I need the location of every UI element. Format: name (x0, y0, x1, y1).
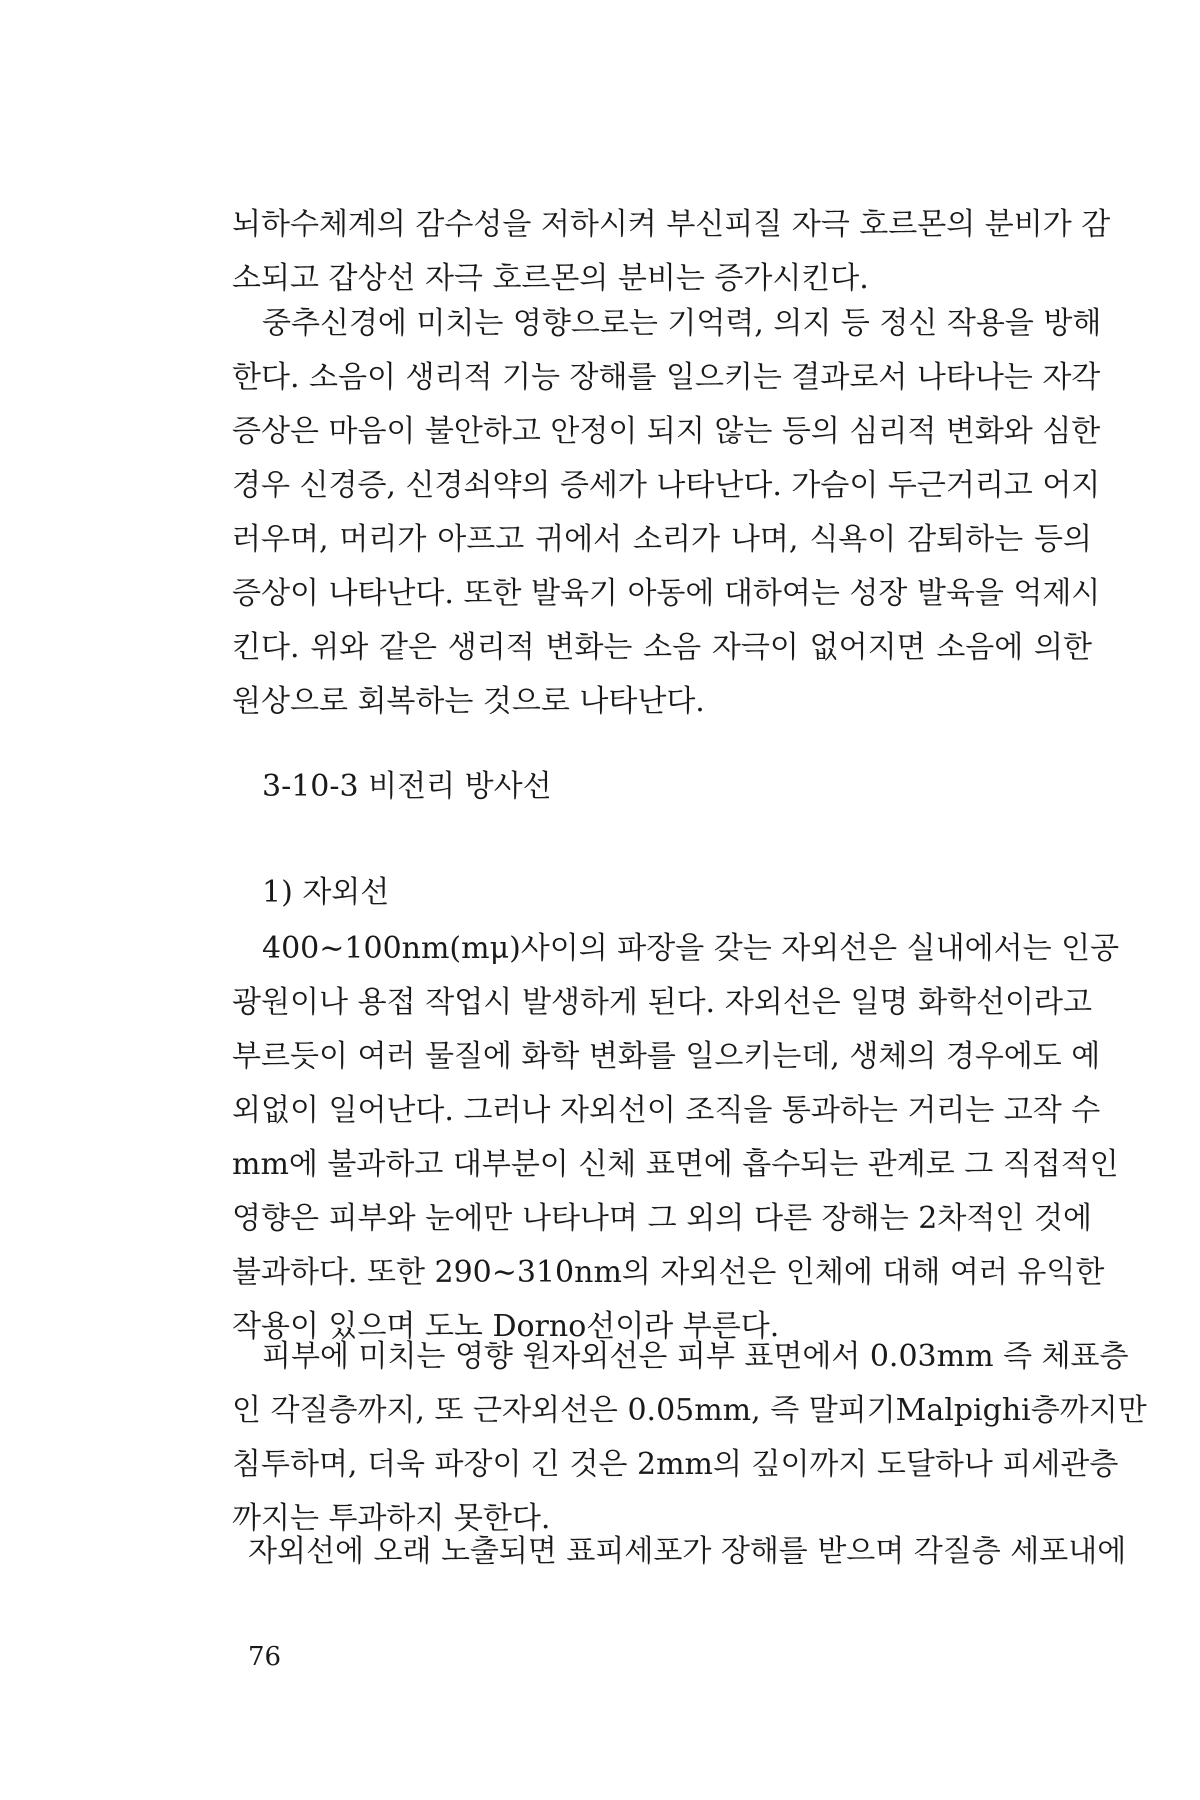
text-line: 작용이 있으며 도노 Dorno선이라 부른다. (232, 1309, 780, 1344)
text-line: 피부에 미치는 영향 원자외선은 피부 표면에서 0.03mm 즉 체표층 (262, 1339, 1129, 1374)
text-line: 까지는 투과하지 못한다. (232, 1501, 551, 1536)
text-line: 중추신경에 미치는 영향으로는 기억력, 의지 등 정신 작용을 방해 (262, 306, 1102, 341)
text-line: 400∼100nm(mμ)사이의 파장을 갖는 자외선은 실내에서는 인공 (262, 931, 1120, 966)
text-line: 증상은 마음이 불안하고 안정이 되지 않는 등의 심리적 변화와 심한 (232, 414, 1101, 449)
text-line: 영향은 피부와 눈에만 나타나며 그 외의 다른 장해는 2차적인 것에 (232, 1201, 1092, 1236)
text-line: 한다. 소음이 생리적 기능 장해를 일으키는 결과로서 나타나는 자각 (232, 360, 1101, 395)
text-line: 광원이나 용접 작업시 발생하게 된다. 자외선은 일명 화학선이라고 (232, 985, 1092, 1020)
paragraph-3 (232, 922, 1120, 1354)
text-line: 침투하며, 더욱 파장이 긴 것은 2mm의 깊이까지 도달하나 피세관층 (232, 1447, 1119, 1482)
text-line: 부르듯이 여러 물질에 화학 변화를 일으키는데, 생체의 경우에도 예 (232, 1039, 1101, 1074)
text-line: 인 각질층까지, 또 근자외선은 0.05mm, 즉 말피기Malpighi층까지만 (232, 1393, 1147, 1428)
text-line: 외없이 일어난다. 그러나 자외선이 조직을 통과하는 거리는 고작 수 (232, 1093, 1101, 1128)
text-line: 자외선에 오래 노출되면 표피세포가 장해를 받으며 각질층 세포내에 (248, 1534, 1127, 1569)
paragraph-2 (232, 297, 1102, 729)
text-line: 원상으로 회복하는 것으로 나타난다. (232, 684, 705, 719)
text-line: 킨다. 위와 같은 생리적 변화는 소음 자극이 없어지면 소음에 의한 (232, 630, 1092, 665)
text-line: 불과하다. 또한 290∼310nm의 자외선은 인체에 대해 여러 유익한 (232, 1255, 1105, 1290)
text-line: 뇌하수체계의 감수성을 저하시켜 부신피질 자극 호르몬의 분비가 감 (232, 207, 1111, 242)
section-heading: 3-10-3 비전리 방사선 (262, 769, 552, 804)
paragraph-5 (232, 1525, 1127, 1579)
paragraph-1 (232, 198, 1111, 306)
subsection-heading: 1) 자외선 (262, 875, 390, 910)
text-line: 소되고 갑상선 자극 호르몬의 분비는 증가시킨다. (232, 261, 869, 296)
text-line: 러우며, 머리가 아프고 귀에서 소리가 나며, 식욕이 감퇴하는 등의 (232, 522, 1092, 557)
page-number: 76 (248, 1642, 282, 1672)
text-line: 경우 신경증, 신경쇠약의 증세가 나타난다. 가슴이 두근거리고 어지 (232, 468, 1101, 503)
text-line: mm에 불과하고 대부분이 신체 표면에 흡수되는 관계로 그 직접적인 (232, 1147, 1119, 1182)
text-line: 증상이 나타난다. 또한 발육기 아동에 대하여는 성장 발육을 억제시 (232, 576, 1101, 611)
paragraph-4 (232, 1330, 1147, 1546)
